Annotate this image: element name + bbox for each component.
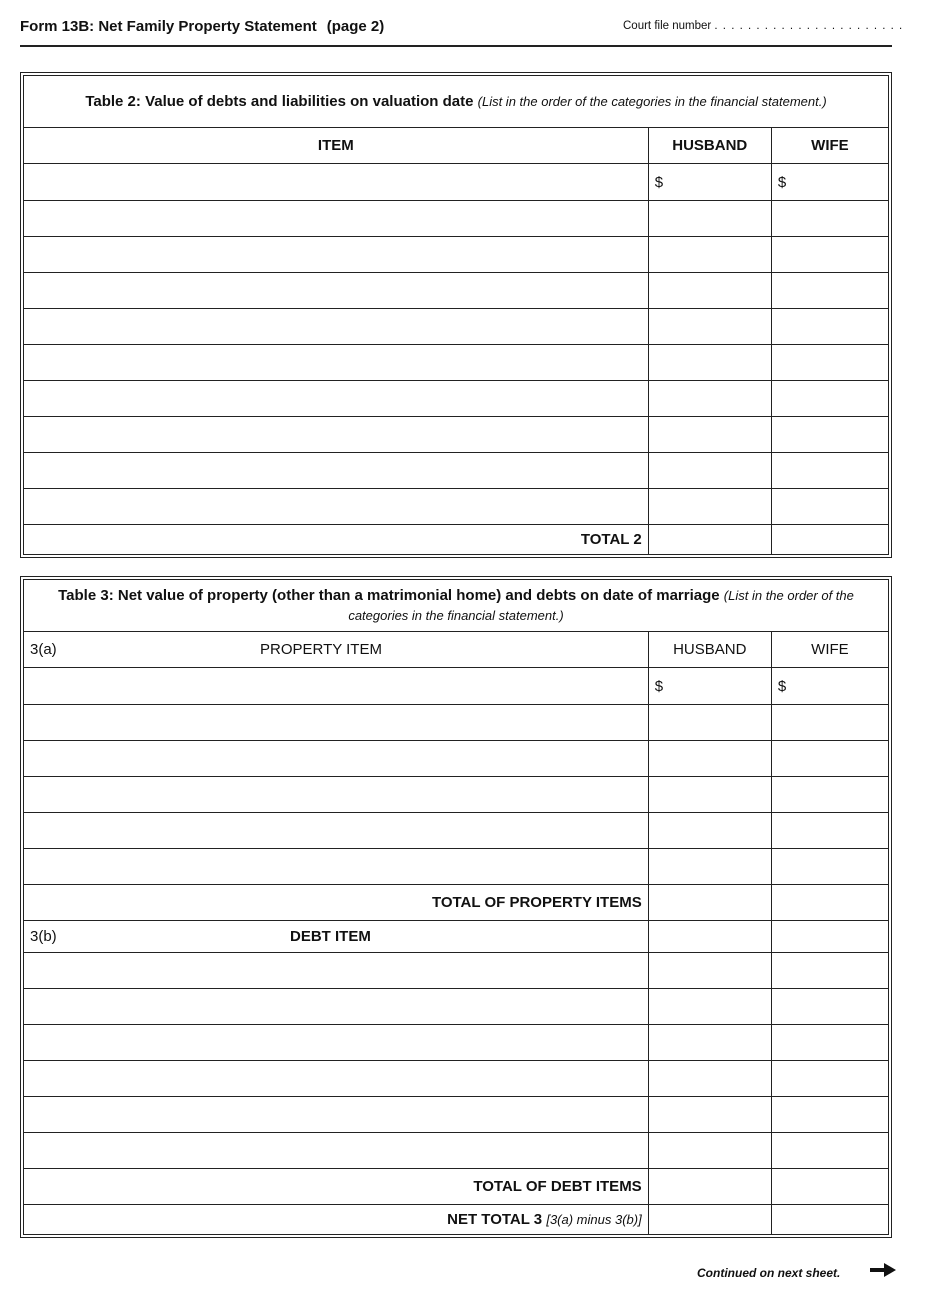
table-row — [24, 237, 889, 273]
table-row — [24, 1025, 889, 1061]
total-debt-label: TOTAL OF DEBT ITEMS — [24, 1169, 649, 1205]
wife-cell[interactable] — [771, 741, 888, 777]
husband-cell[interactable] — [648, 813, 771, 849]
husband-cell[interactable] — [648, 953, 771, 989]
col-wife: WIFE — [771, 632, 888, 668]
table-2-caption — [24, 76, 889, 128]
total-debt-wife-cell[interactable] — [771, 1169, 888, 1205]
item-cell[interactable] — [24, 345, 649, 381]
net-total-husband-cell[interactable] — [648, 1205, 771, 1235]
husband-cell[interactable] — [648, 453, 771, 489]
table-row — [24, 309, 889, 345]
total-property-wife-cell[interactable] — [771, 885, 888, 921]
table-2-grid — [23, 75, 889, 555]
husband-cell[interactable] — [648, 273, 771, 309]
table-row — [24, 953, 889, 989]
table-row — [24, 489, 889, 525]
item-cell[interactable] — [24, 489, 649, 525]
item-cell[interactable] — [24, 201, 649, 237]
debt-item-cell[interactable] — [24, 1025, 649, 1061]
husband-cell[interactable] — [648, 1061, 771, 1097]
item-cell[interactable] — [24, 417, 649, 453]
total-property-label: TOTAL OF PROPERTY ITEMS — [24, 885, 649, 921]
net-total-wife-cell[interactable] — [771, 1205, 888, 1235]
table-row — [24, 989, 889, 1025]
wife-cell[interactable] — [771, 777, 888, 813]
husband-cell[interactable] — [648, 777, 771, 813]
wife-cell[interactable] — [771, 273, 888, 309]
husband-cell[interactable] — [648, 201, 771, 237]
husband-cell[interactable] — [648, 705, 771, 741]
husband-cell[interactable] — [648, 1097, 771, 1133]
husband-cell[interactable] — [648, 668, 771, 705]
col-husband: HUSBAND — [648, 128, 771, 164]
net-total-row — [24, 1205, 889, 1235]
wife-cell[interactable] — [771, 1097, 888, 1133]
property-item-label: PROPERTY ITEM — [260, 641, 382, 658]
table-row — [24, 668, 889, 705]
table-row — [24, 741, 889, 777]
col-item: ITEM — [24, 128, 649, 164]
wife-cell[interactable] — [771, 164, 888, 201]
form-header — [20, 18, 904, 48]
table-row — [24, 705, 889, 741]
col-wife: WIFE — [771, 128, 888, 164]
header-divider — [20, 45, 892, 47]
table-row — [24, 201, 889, 237]
form-title — [20, 18, 384, 35]
item-cell[interactable] — [24, 453, 649, 489]
form-title-text: Form 13B: Net Family Property Statement — [20, 18, 317, 35]
property-item-cell[interactable] — [24, 849, 649, 885]
debt-item-cell[interactable] — [24, 1097, 649, 1133]
husband-cell[interactable] — [648, 849, 771, 885]
total-2-husband-cell[interactable] — [648, 525, 771, 555]
table-row — [24, 1133, 889, 1169]
arrow-right-icon — [868, 1262, 898, 1278]
wife-cell[interactable] — [771, 668, 888, 705]
debt-item-cell[interactable] — [24, 1133, 649, 1169]
wife-cell[interactable] — [771, 417, 888, 453]
debt-item-cell[interactable] — [24, 989, 649, 1025]
dollar-sign: $ — [777, 677, 787, 695]
net-total-cell — [24, 1205, 649, 1235]
table-2-note: (List in the order of the categories in the financial statement.) — [477, 93, 827, 109]
husband-cell[interactable] — [648, 381, 771, 417]
debt-item-header — [24, 921, 649, 953]
property-item-cell[interactable] — [24, 813, 649, 849]
wife-cell[interactable] — [771, 1133, 888, 1169]
item-cell[interactable] — [24, 309, 649, 345]
court-file-number — [623, 20, 903, 32]
wife-cell[interactable] — [771, 309, 888, 345]
section-3a-label: 3(a) — [30, 641, 57, 658]
net-total-note: [3(a) minus 3(b)] — [546, 1212, 642, 1227]
debt-item-cell[interactable] — [24, 1061, 649, 1097]
table-3a-header-row — [24, 632, 889, 668]
property-item-cell[interactable] — [24, 741, 649, 777]
total-debt-husband-cell[interactable] — [648, 1169, 771, 1205]
husband-cell[interactable] — [648, 309, 771, 345]
dollar-sign: $ — [654, 173, 664, 191]
husband-cell[interactable] — [648, 345, 771, 381]
net-total-label: NET TOTAL 3 — [447, 1211, 543, 1228]
husband-cell[interactable] — [648, 164, 771, 201]
table-row — [24, 273, 889, 309]
item-cell[interactable] — [24, 237, 649, 273]
wife-cell[interactable] — [771, 989, 888, 1025]
wife-cell[interactable] — [771, 381, 888, 417]
table-row — [24, 777, 889, 813]
wife-cell[interactable] — [771, 921, 888, 953]
section-3b-label: 3(b) — [30, 928, 57, 945]
court-file-label: Court file number — [623, 20, 712, 32]
table-3-grid — [23, 579, 889, 1235]
wife-cell[interactable] — [771, 953, 888, 989]
wife-cell[interactable] — [771, 489, 888, 525]
husband-cell[interactable] — [648, 741, 771, 777]
husband-cell[interactable] — [648, 417, 771, 453]
husband-cell[interactable] — [648, 921, 771, 953]
table-2-total-row — [24, 525, 889, 555]
wife-cell[interactable] — [771, 345, 888, 381]
court-file-field[interactable]: . . . . . . . . . . . . . . . . . . . . . . . — [714, 20, 904, 32]
table-row — [24, 849, 889, 885]
total-property-row — [24, 885, 889, 921]
table-row — [24, 1097, 889, 1133]
item-cell[interactable] — [24, 273, 649, 309]
dollar-sign: $ — [777, 173, 787, 191]
table-row — [24, 345, 889, 381]
table-row — [24, 453, 889, 489]
property-item-header — [24, 632, 649, 668]
wife-cell[interactable] — [771, 1061, 888, 1097]
table-3-title: Table 3: Net value of property (other than a matrimonial home) and debts on date of marriage — [58, 586, 720, 604]
table-row — [24, 417, 889, 453]
table-2-header-row — [24, 128, 889, 164]
husband-cell[interactable] — [648, 489, 771, 525]
debt-item-label: DEBT ITEM — [290, 928, 371, 945]
col-husband: HUSBAND — [648, 632, 771, 668]
item-cell[interactable] — [24, 381, 649, 417]
table-row — [24, 1061, 889, 1097]
table-3b-header-row — [24, 921, 889, 953]
property-item-cell[interactable] — [24, 705, 649, 741]
total-2-wife-cell[interactable] — [771, 525, 888, 555]
item-cell[interactable] — [24, 164, 649, 201]
total-2-label: TOTAL 2 — [24, 525, 649, 555]
husband-cell[interactable] — [648, 1025, 771, 1061]
wife-cell[interactable] — [771, 813, 888, 849]
wife-cell[interactable] — [771, 705, 888, 741]
total-debt-row — [24, 1169, 889, 1205]
table-2 — [20, 72, 892, 558]
page-label: (page 2) — [326, 18, 385, 35]
table-row — [24, 813, 889, 849]
table-row — [24, 381, 889, 417]
table-3 — [20, 576, 892, 1238]
total-property-husband-cell[interactable] — [648, 885, 771, 921]
wife-cell[interactable] — [771, 453, 888, 489]
husband-cell[interactable] — [648, 237, 771, 273]
wife-cell[interactable] — [771, 1025, 888, 1061]
continued-note: Continued on next sheet. — [697, 1266, 841, 1280]
table-row — [24, 164, 889, 201]
husband-cell[interactable] — [648, 989, 771, 1025]
table-3-note: (List in the order of the categories in the financial statement.) — [348, 587, 854, 623]
dollar-sign: $ — [654, 677, 664, 695]
wife-cell[interactable] — [771, 201, 888, 237]
table-3-caption — [24, 580, 889, 632]
wife-cell[interactable] — [771, 849, 888, 885]
husband-cell[interactable] — [648, 1133, 771, 1169]
property-item-cell[interactable] — [24, 668, 649, 705]
wife-cell[interactable] — [771, 237, 888, 273]
property-item-cell[interactable] — [24, 777, 649, 813]
table-2-title: Table 2: Value of debts and liabilities on valuation date — [85, 92, 474, 110]
debt-item-cell[interactable] — [24, 953, 649, 989]
